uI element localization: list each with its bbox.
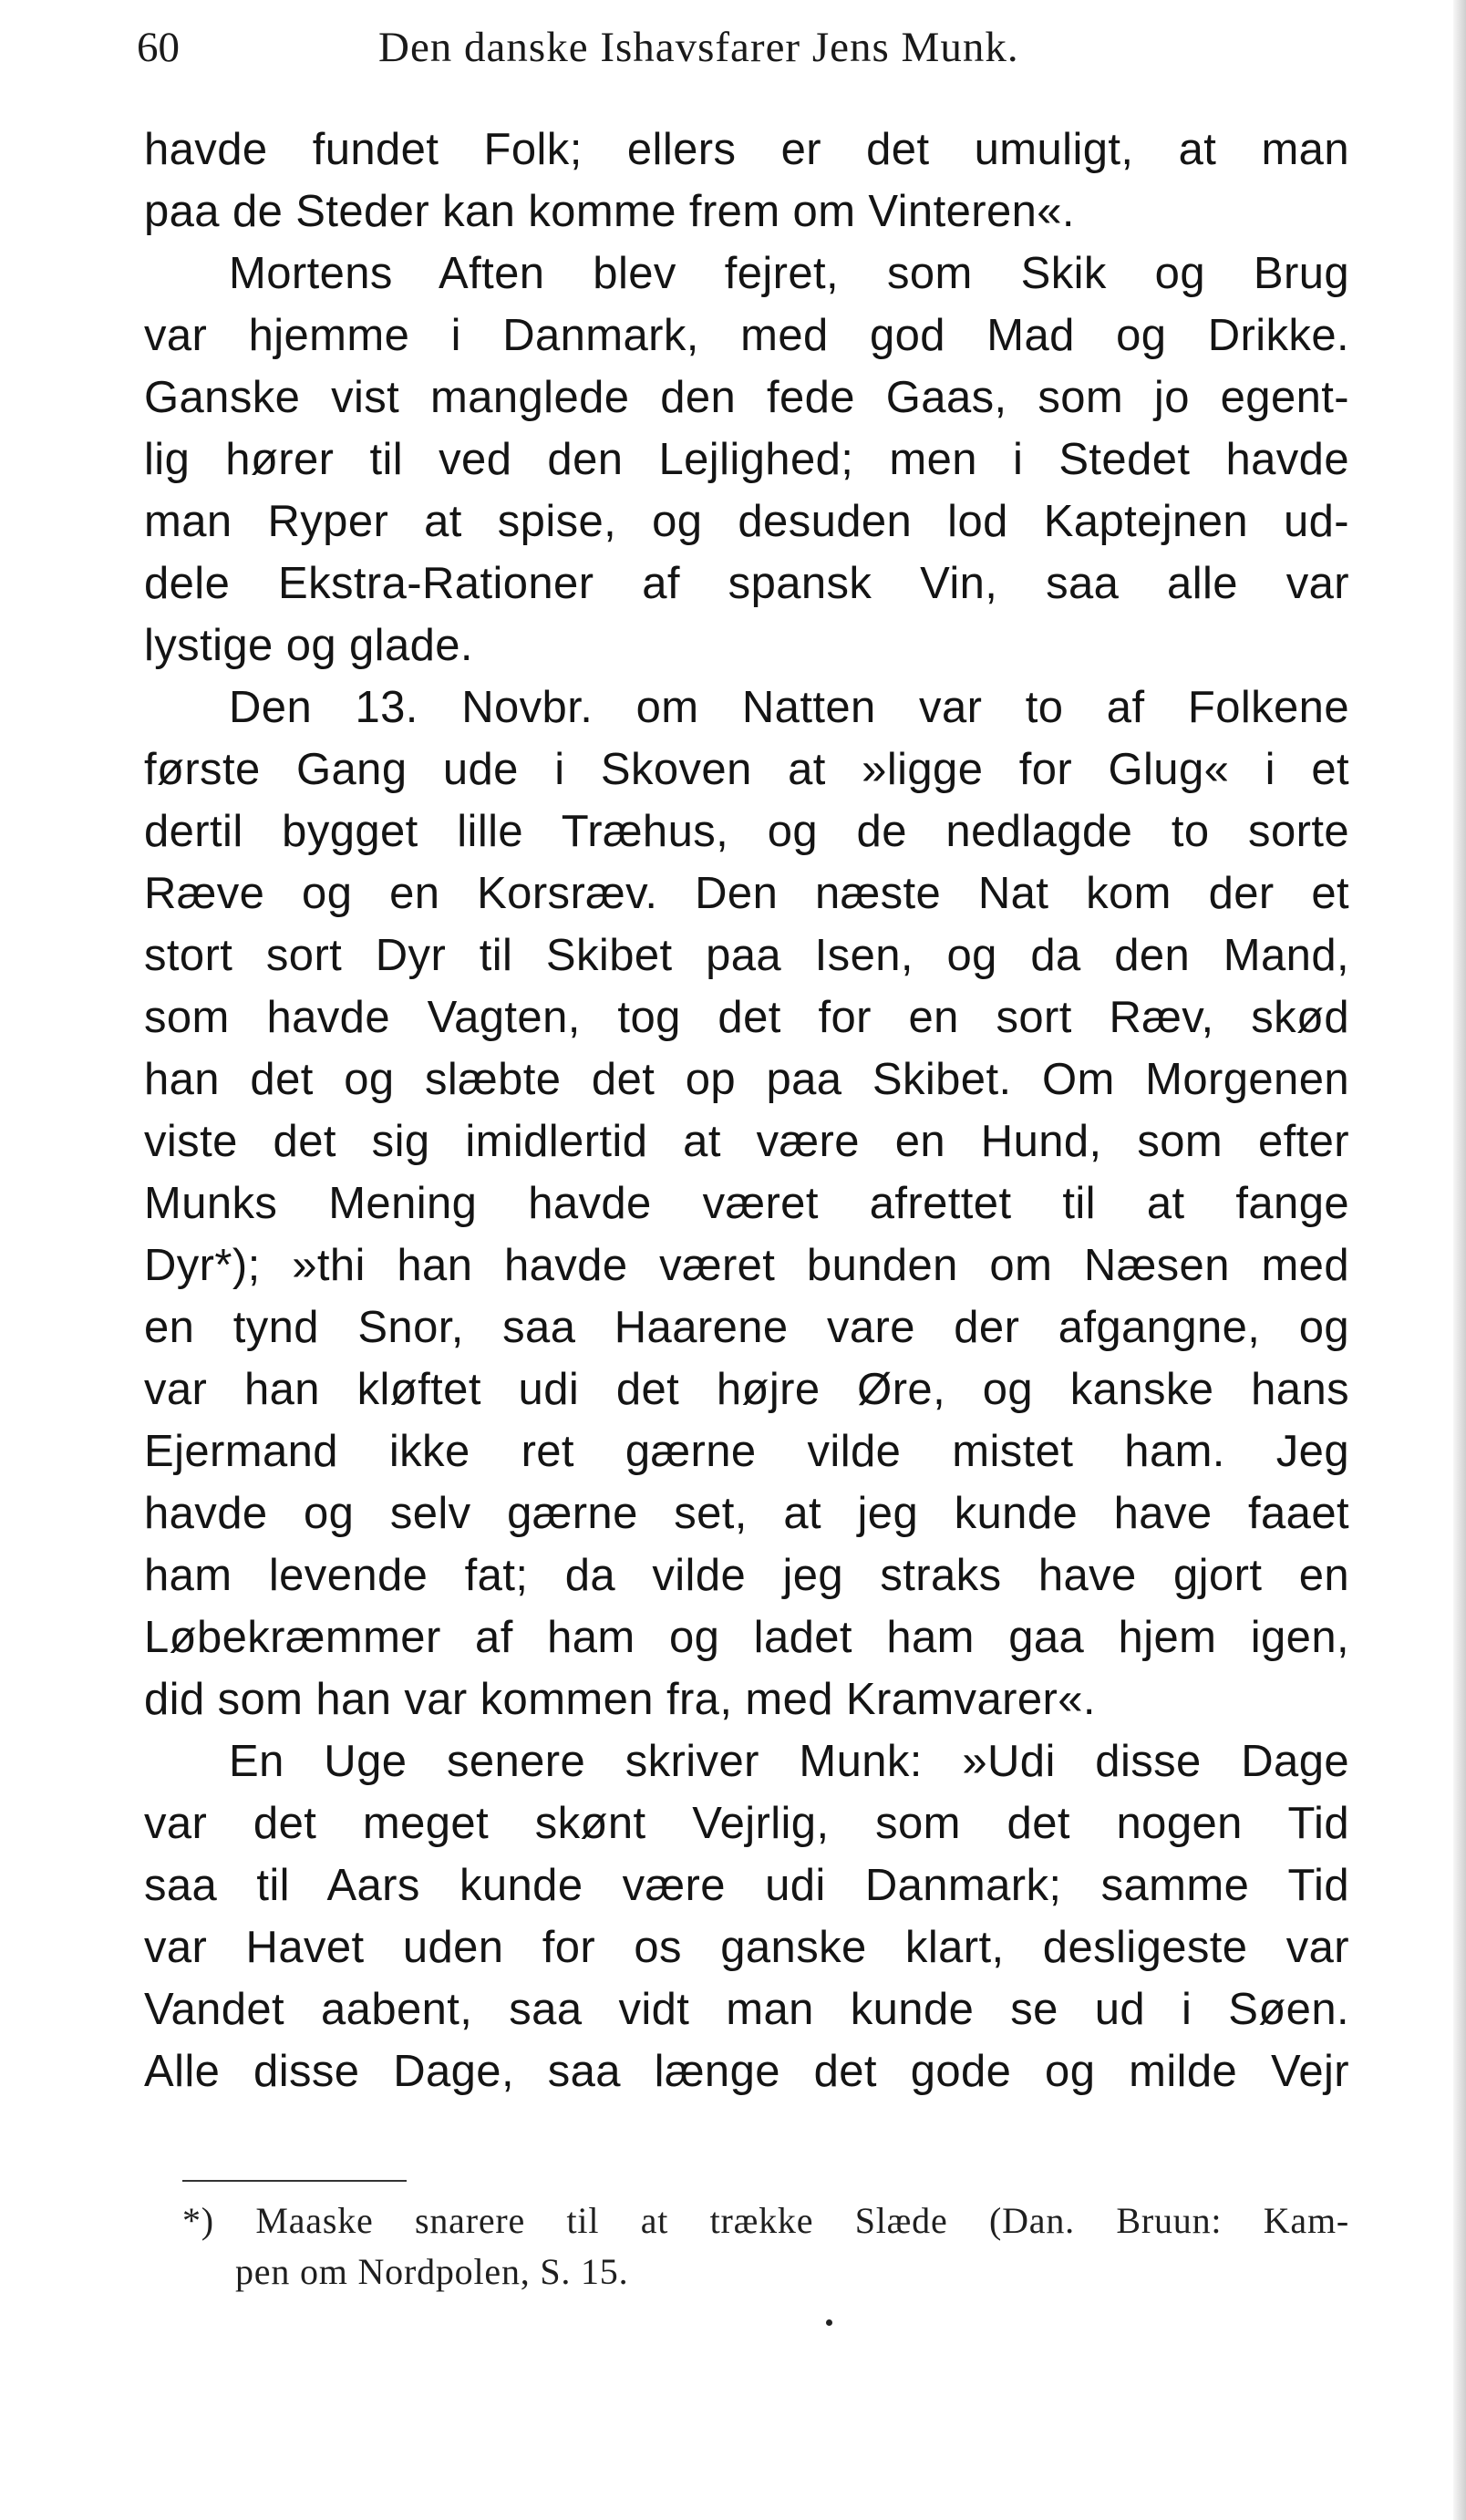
page-edge-shadow	[1453, 0, 1466, 2520]
text-line: paa de Steder kan komme frem om Vinteren«.	[144, 187, 1075, 236]
text-line: dele Ekstra-Rationer af spansk Vin, saa alle var	[144, 559, 1349, 608]
text-line: man Ryper at spise, og desuden lod Kaptejnen ud-	[144, 497, 1349, 546]
text-line: var han kløftet udi det højre Øre, og kanske hans	[144, 1365, 1349, 1414]
text-line: første Gang ude i Skoven at »ligge for Glug« i et	[144, 745, 1349, 794]
text-line: saa til Aars kunde være udi Danmark; samme Tid	[144, 1861, 1349, 1910]
text-line: dertil bygget lille Træhus, og de nedlagde to sorte	[144, 807, 1349, 856]
text-line: Dyr*); »thi han havde været bunden om Næsen med	[144, 1241, 1349, 1290]
running-header	[137, 20, 1349, 75]
text-line: Ejermand ikke ret gærne vilde mistet ham. Jeg	[144, 1427, 1349, 1476]
text-line: did som han var kommen fra, med Kramvarer«.	[144, 1675, 1096, 1724]
footnote	[182, 2195, 1349, 2298]
text-line: havde og selv gærne set, at jeg kunde have faaet	[144, 1489, 1349, 1538]
page-number: 60	[137, 24, 180, 71]
footnote-line: *) Maaske snarere til at trække Slæde (Dan. Bruun: Kam-	[182, 2200, 1349, 2241]
text-line: lystige og glade.	[144, 621, 473, 670]
text-line: viste det sig imidlertid at være en Hund, som efter	[144, 1117, 1349, 1166]
text-line: Munks Mening havde været afrettet til at fange	[144, 1179, 1349, 1228]
text-line: Vandet aabent, saa vidt man kunde se ud i Søen.	[144, 1985, 1349, 2034]
running-title: Den danske Ishavsfarer Jens Munk.	[378, 24, 1019, 71]
text-line: Ræve og en Korsræv. Den næste Nat kom der et	[144, 869, 1349, 918]
text-line: stort sort Dyr til Skibet paa Isen, og da den Mand,	[144, 931, 1349, 980]
footnote-rule	[182, 2180, 407, 2182]
text-line: var det meget skønt Vejrlig, som det nogen Tid	[144, 1799, 1349, 1848]
text-line: Mortens Aften blev fejret, som Skik og Brug	[229, 249, 1349, 298]
footnote-line: pen om Nordpolen, S. 15.	[235, 2251, 629, 2292]
text-line: Løbekræmmer af ham og ladet ham gaa hjem igen,	[144, 1613, 1349, 1662]
text-line: En Uge senere skriver Munk: »Udi disse Dage	[229, 1737, 1349, 1786]
text-line: lig hører til ved den Lejlighed; men i Stedet havde	[144, 435, 1349, 484]
text-line: Ganske vist manglede den fede Gaas, som jo egent-	[144, 373, 1349, 422]
text-line: ham levende fat; da vilde jeg straks have gjort en	[144, 1551, 1349, 1600]
text-line: var hjemme i Danmark, med god Mad og Drikke.	[144, 311, 1349, 360]
print-speck	[826, 2319, 832, 2326]
text-line: Den 13. Novbr. om Natten var to af Folkene	[229, 683, 1349, 732]
text-line: Alle disse Dage, saa længe det gode og milde Vejr	[144, 2047, 1349, 2096]
text-line: var Havet uden for os ganske klart, desligeste var	[144, 1923, 1349, 1972]
body-text	[144, 119, 1349, 2102]
text-line: som havde Vagten, tog det for en sort Ræv, skød	[144, 993, 1349, 1042]
text-line: han det og slæbte det op paa Skibet. Om Morgenen	[144, 1055, 1349, 1104]
text-line: en tynd Snor, saa Haarene vare der afgangne, og	[144, 1303, 1349, 1352]
text-line: havde fundet Folk; ellers er det umuligt, at man	[144, 125, 1349, 174]
